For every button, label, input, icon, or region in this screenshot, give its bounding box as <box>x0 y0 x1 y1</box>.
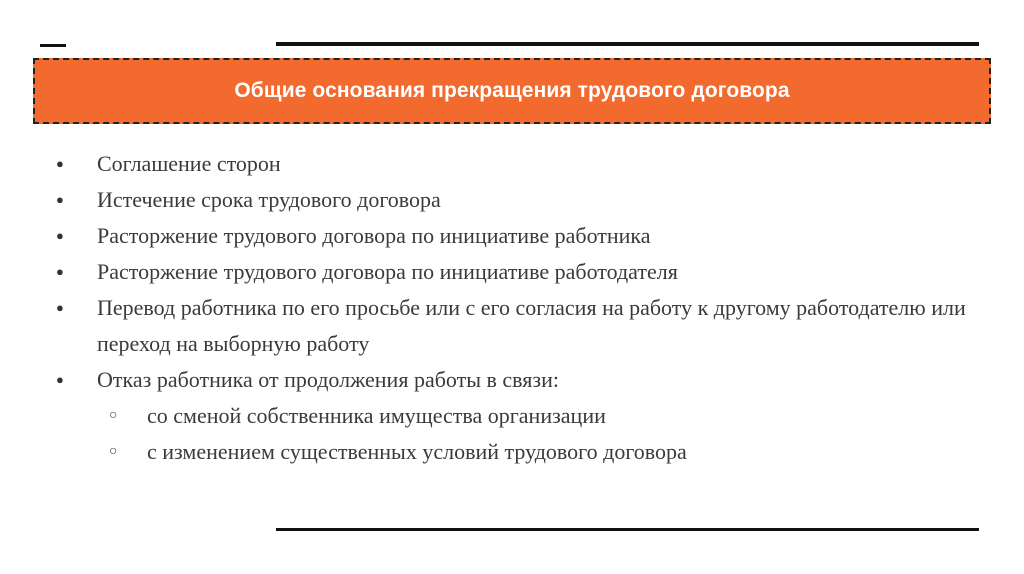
list-item <box>50 254 970 290</box>
list-item <box>50 182 970 218</box>
list-item <box>50 218 970 254</box>
decorative-rule-top <box>276 42 979 46</box>
list-item-text: Соглашение сторон <box>97 151 281 176</box>
sub-list-item <box>50 434 970 470</box>
list-item-text: Истечение срока трудового договора <box>97 187 441 212</box>
bullet-icon: ● <box>56 228 64 243</box>
list-item-text: Перевод работника по его просьбе или с его согласия на работу к другому работодателю или переход на выборную работу <box>97 295 966 356</box>
bullet-icon: ● <box>56 192 64 207</box>
sub-list-item-text: со сменой собственника имущества организации <box>147 403 606 428</box>
hollow-bullet-icon: ○ <box>109 444 118 459</box>
bullet-list <box>50 146 970 470</box>
sub-list-item-text: с изменением существенных условий трудового договора <box>147 439 687 464</box>
title-banner <box>33 58 991 124</box>
decorative-rule-short <box>40 44 66 47</box>
list-item <box>50 290 970 362</box>
decorative-rule-bottom <box>276 528 979 531</box>
list-item-text: Отказ работника от продолжения работы в связи: <box>97 367 559 392</box>
list-item-text: Расторжение трудового договора по инициативе работодателя <box>97 259 678 284</box>
bullet-icon: ● <box>56 300 64 315</box>
list-item <box>50 362 970 398</box>
list-item <box>50 146 970 182</box>
sub-list-item <box>50 398 970 434</box>
list-item-text: Расторжение трудового договора по инициативе работника <box>97 223 651 248</box>
bullet-icon: ● <box>56 156 64 171</box>
slide-title: Общие основания прекращения трудового договора <box>234 79 790 102</box>
bullet-icon: ● <box>56 264 64 279</box>
bullet-icon: ● <box>56 372 64 387</box>
hollow-bullet-icon: ○ <box>109 408 118 423</box>
